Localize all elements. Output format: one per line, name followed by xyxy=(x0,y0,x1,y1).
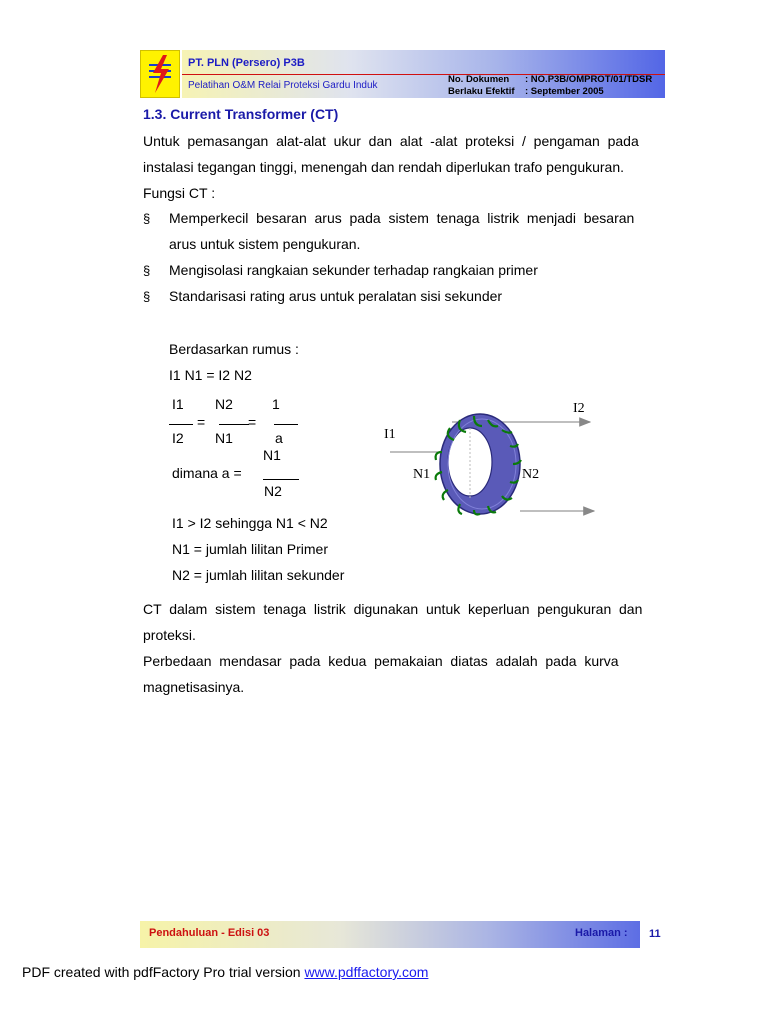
bullet-1-line-1: Memperkecil besaran arus pada sistem tenaga listrik menjadi besaran xyxy=(169,210,635,226)
definition-n2: N2 = jumlah lilitan sekunder xyxy=(172,567,345,583)
section-title: 1.3. Current Transformer (CT) xyxy=(143,106,339,122)
fraction-4-denominator: N2 xyxy=(264,483,282,499)
bullet-3-line-1: Standarisasi rating arus untuk peralatan sisi sekunder xyxy=(169,288,503,304)
fraction-3-bar xyxy=(274,424,298,425)
bullet-2-line-1: Mengisolasi rangkaian sekunder terhadap rangkaian primer xyxy=(169,262,538,278)
pdffactory-link[interactable]: www.pdffactory.com xyxy=(304,964,429,980)
document-header xyxy=(140,50,665,98)
label-i1: I1 xyxy=(384,427,396,442)
fraction-2-numerator: N2 xyxy=(215,396,233,412)
intro-line-1: Untuk pemasangan alat-alat ukur dan alat -alat proteksi / pengaman pada xyxy=(143,133,639,149)
fraction-2-denominator: N1 xyxy=(215,430,233,446)
closing-p1-line-1: CT dalam sistem tenaga listrik digunakan untuk keperluan pengukuran dan xyxy=(143,601,643,617)
label-i2: I2 xyxy=(573,401,585,416)
fraction-1-bar xyxy=(169,424,193,425)
pln-logo xyxy=(140,50,180,98)
bullet-symbol: § xyxy=(143,211,151,226)
fraction-3-numerator: 1 xyxy=(272,396,280,412)
footer-page-label: Halaman : xyxy=(575,927,628,939)
page-number: 11 xyxy=(649,928,661,940)
effective-date-value: : September 2005 xyxy=(525,86,604,97)
formula-intro: Berdasarkan rumus : xyxy=(169,341,299,357)
ct-diagram xyxy=(370,390,610,530)
closing-p1-line-2: proteksi. xyxy=(143,627,196,643)
doc-number-label: No. Dokumen xyxy=(448,74,510,85)
fraction-4-bar xyxy=(263,479,299,480)
bullet-symbol: § xyxy=(143,289,151,304)
fraction-2-bar xyxy=(219,424,249,425)
doc-number-value: : NO.P3B/OMPROT/01/TDSR xyxy=(525,74,653,85)
footer-edition: Pendahuluan - Edisi 03 xyxy=(149,927,270,939)
effective-date-label: Berlaku Efektif xyxy=(448,86,515,97)
label-n1: N1 xyxy=(413,467,431,482)
condition-text: I1 > I2 sehingga N1 < N2 xyxy=(172,515,328,531)
fraction-4-numerator: N1 xyxy=(263,447,281,463)
bullet-symbol: § xyxy=(143,263,151,278)
fraction-1-numerator: I1 xyxy=(172,396,184,412)
document-footer xyxy=(140,921,640,948)
header-subtitle: Pelatihan O&M Relai Proteksi Gardu Induk xyxy=(188,80,378,91)
equals-sign-1: = xyxy=(197,414,206,430)
label-n2: N2 xyxy=(522,467,540,482)
definition-n1: N1 = jumlah lilitan Primer xyxy=(172,541,328,557)
fraction-3-denominator: a xyxy=(275,430,283,446)
intro-line-2: instalasi tegangan tinggi, menengah dan rendah diperlukan trafo pengukuran. xyxy=(143,159,625,175)
company-name: PT. PLN (Persero) P3B xyxy=(188,57,305,69)
pdf-creator-note xyxy=(22,964,428,980)
equals-sign-2: = xyxy=(248,414,257,430)
bullet-1-line-2: arus untuk sistem pengukuran. xyxy=(169,236,361,252)
formula-equation: I1 N1 = I2 N2 xyxy=(169,367,252,383)
where-label: dimana a = xyxy=(172,465,242,481)
fraction-1-denominator: I2 xyxy=(172,430,184,446)
lightning-logo-icon xyxy=(141,51,179,97)
pdf-note-text: PDF created with pdfFactory Pro trial version xyxy=(22,964,305,980)
closing-p2-line-2: magnetisasinya. xyxy=(143,679,245,695)
function-heading: Fungsi CT : xyxy=(143,185,216,201)
closing-p2-line-1: Perbedaan mendasar pada kedua pemakaian diatas adalah pada kurva xyxy=(143,653,619,669)
